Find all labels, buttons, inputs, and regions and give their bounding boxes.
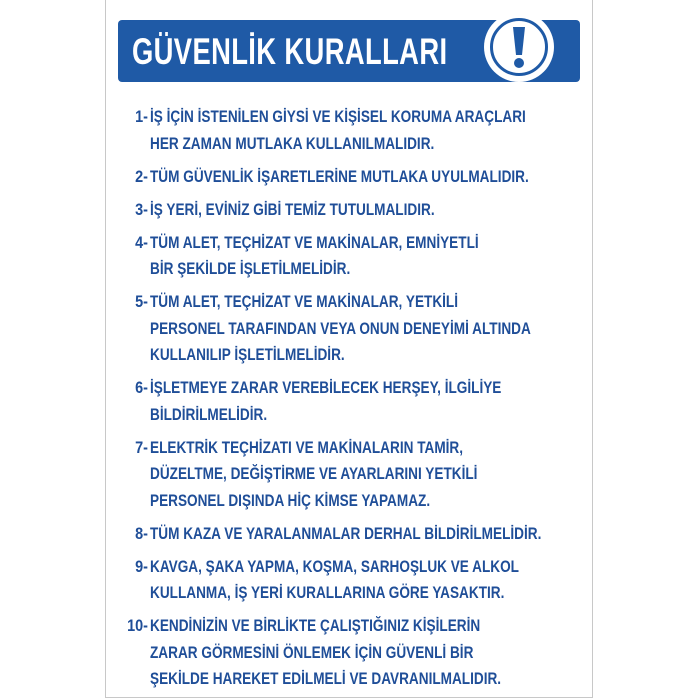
rule-text-line: DÜZELTME, DEĞİŞTİRME VE AYARLARINI YETKİLİ: [150, 464, 478, 483]
rule-text-line: TÜM ALET, TEÇHİZAT VE MAKİNALAR, YETKİLİ: [150, 292, 459, 311]
rule-item: [110, 230, 590, 283]
rule-item: [110, 197, 590, 224]
rule-text-line: İŞ YERİ, EVİNİZ GİBİ TEMİZ TUTULMALIDIR.: [150, 199, 435, 219]
rule-text-line: ŞEKİLDE HAREKET EDİLMELİ VE DAVRANILMALIDIR.: [150, 669, 502, 688]
rule-number: 4-: [135, 232, 148, 252]
sign-header: [118, 20, 580, 82]
rule-text-line: KULLANILIP İŞLETİLMELİDİR.: [150, 345, 345, 364]
rule-text-line: ELEKTRİK TEÇHİZATI VE MAKİNALARIN TAMİR,: [150, 437, 464, 457]
rule-text-line: İŞ İÇİN İSTENİLEN GİYSİ VE KİŞİSEL KORUMA ARAÇLARI: [150, 107, 526, 126]
rule-text-line: HER ZAMAN MUTLAKA KULLANILMALIDIR.: [150, 133, 435, 153]
rule-item: [110, 375, 590, 428]
rule-text-line: TÜM KAZA VE YARALANMALAR DERHAL BİLDİRİLMELİDİR.: [150, 523, 542, 543]
rule-number: 10-: [127, 616, 148, 635]
rule-text-line: KENDİNİZİN VE BİRLİKTE ÇALIŞTIĞINIZ KİŞİLERİN: [150, 616, 481, 635]
rule-number: 5-: [135, 292, 148, 311]
rule-text-line: ZARAR GÖRMESİNİ ÖNLEMEK İÇİN GÜVENLİ BİR: [150, 642, 474, 662]
rule-number: 2-: [135, 166, 148, 186]
rule-number: 3-: [135, 199, 148, 219]
rule-text-line: İŞLETMEYE ZARAR VEREBİLECEK HERŞEY, İLGİLİYE: [150, 378, 502, 397]
rule-item: [110, 435, 590, 515]
rule-number: 1-: [135, 107, 148, 126]
rule-text-line: TÜM GÜVENLİK İŞARETLERİNE MUTLAKA UYULMALIDIR.: [150, 166, 529, 186]
rule-item: [110, 104, 590, 157]
rule-number: 6-: [135, 378, 148, 397]
rule-number: 7-: [135, 437, 148, 457]
rule-item: [110, 521, 590, 548]
exclamation-circle-icon: [490, 18, 548, 76]
rule-item: [110, 164, 590, 191]
rule-item: [110, 613, 590, 693]
rule-text-line: BİLDİRİLMELİDİR.: [150, 404, 268, 424]
rule-number: 8-: [135, 523, 148, 543]
rule-number: 9-: [135, 556, 148, 576]
warning-badge: [484, 12, 554, 82]
sign-title: GÜVENLİK KURALLARI: [132, 31, 448, 72]
rule-text-line: KULLANMA, İŞ YERİ KURALLARINA GÖRE YASAKTIR.: [150, 583, 505, 602]
exclamation-icon: [509, 25, 529, 69]
rule-text-line: KAVGA, ŞAKA YAPMA, KOŞMA, SARHOŞLUK VE ALKOL: [150, 556, 519, 576]
rule-text-line: TÜM ALET, TEÇHİZAT VE MAKİNALAR, EMNİYETLİ: [150, 232, 479, 252]
rule-item: [110, 554, 590, 607]
rule-text-line: PERSONEL DIŞINDA HİÇ KİMSE YAPAMAZ.: [150, 490, 431, 510]
rules-list: [110, 104, 590, 699]
rule-item: [110, 289, 590, 369]
rule-text-line: PERSONEL TARAFINDAN VEYA ONUN DENEYİMİ ALTINDA: [150, 318, 531, 338]
rule-text-line: BİR ŞEKİLDE İŞLETİLMELİDİR.: [150, 259, 351, 278]
